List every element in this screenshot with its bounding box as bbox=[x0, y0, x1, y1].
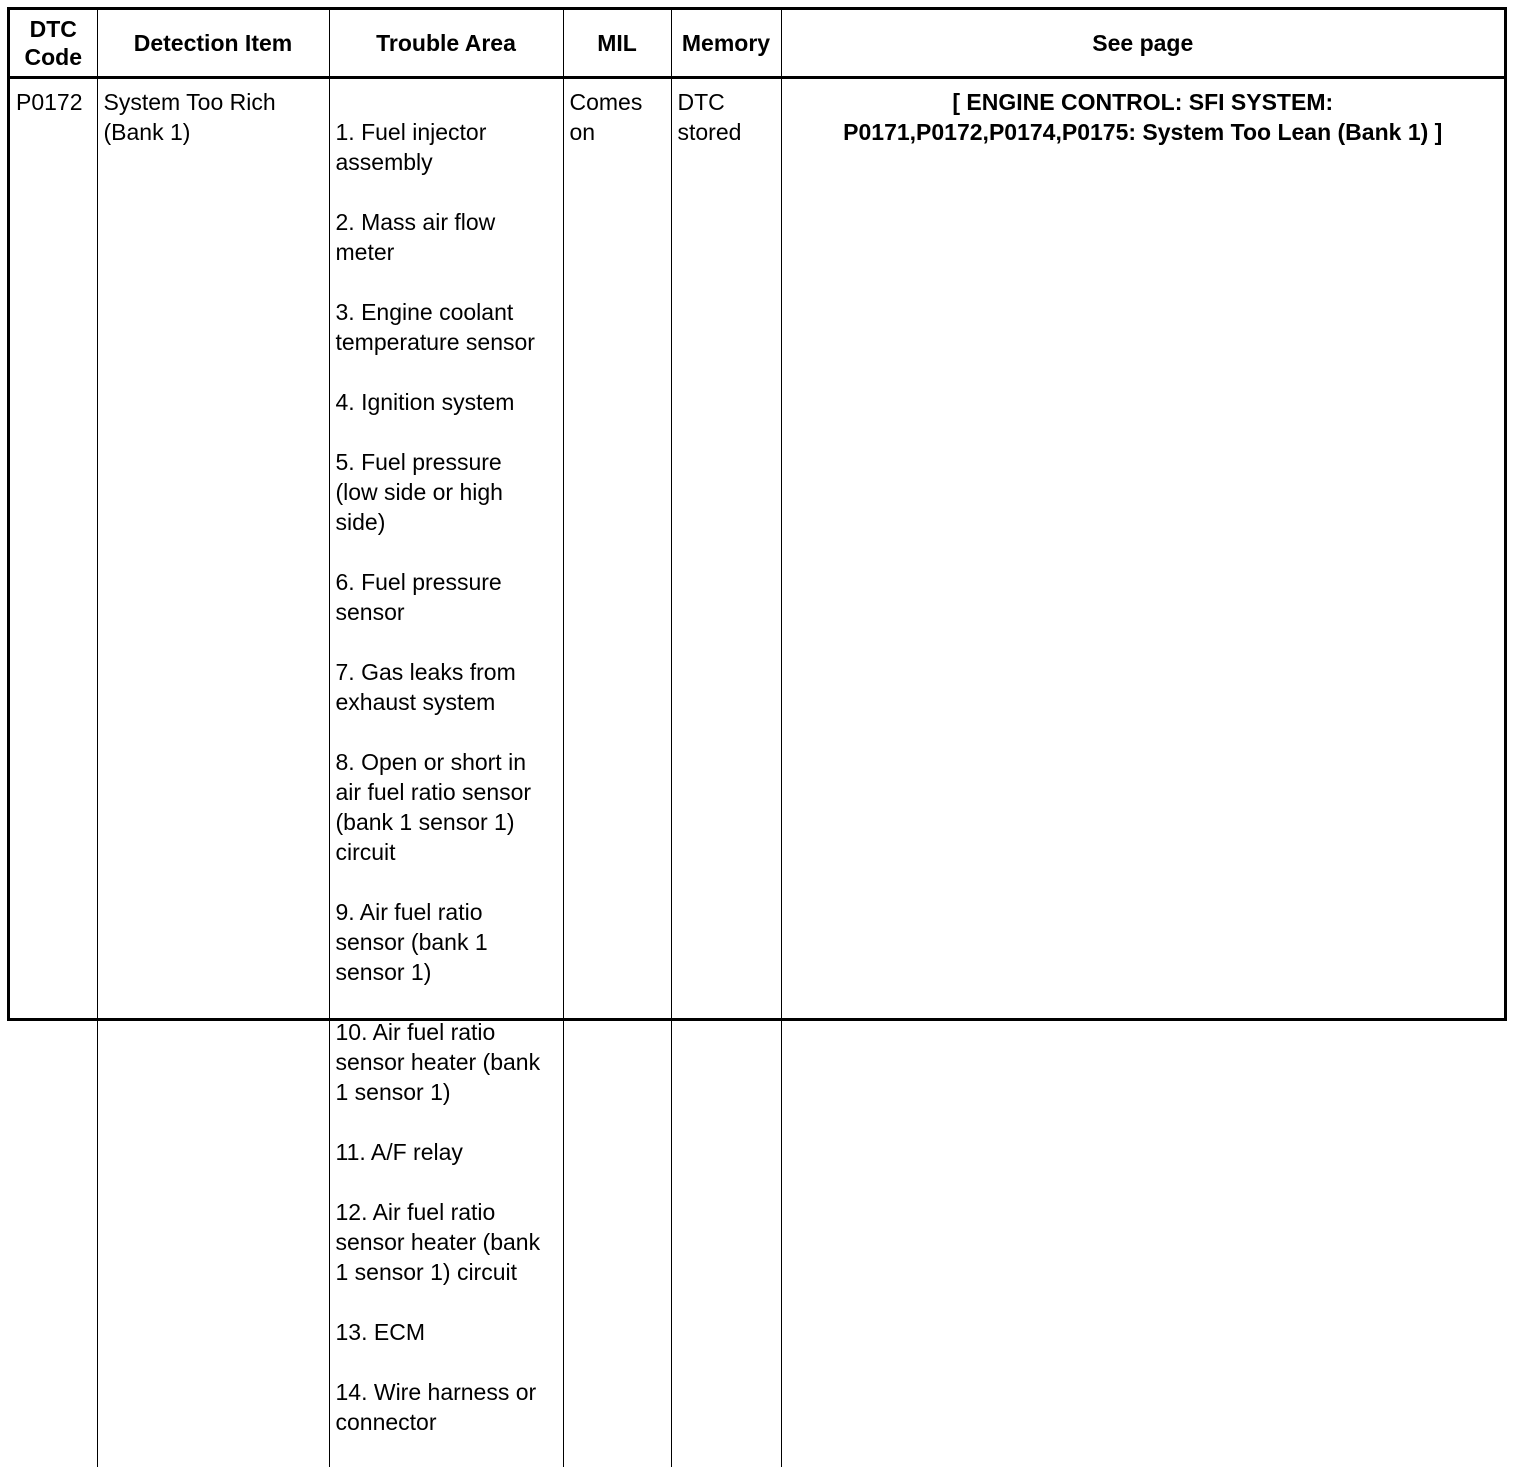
header-see-page: See page bbox=[781, 10, 1504, 78]
see-page-link[interactable]: [ ENGINE CONTROL: SFI SYSTEM: P0171,P0172,P0174,P0175: System Too Lean (Bank 1) ] bbox=[782, 87, 1505, 147]
header-trouble-area: Trouble Area bbox=[329, 10, 563, 78]
cell-memory: DTC stored bbox=[671, 78, 781, 1467]
trouble-area-item: 11. A/F relay bbox=[336, 1137, 557, 1167]
trouble-area-item: 7. Gas leaks from exhaust system bbox=[336, 657, 557, 717]
trouble-area-list bbox=[330, 87, 563, 1467]
table-row bbox=[10, 78, 1504, 1467]
trouble-area-item: 8. Open or short in air fuel ratio sensor (bank 1 sensor 1) circuit bbox=[336, 747, 557, 867]
cell-dtc-code: P0172 bbox=[10, 78, 97, 1467]
trouble-area-item: 5. Fuel pressure (low side or high side) bbox=[336, 447, 557, 537]
table-header-row bbox=[10, 10, 1504, 78]
trouble-area-item: 13. ECM bbox=[336, 1317, 557, 1347]
header-memory: Memory bbox=[671, 10, 781, 78]
dtc-table-frame bbox=[7, 7, 1507, 1021]
trouble-area-item: 10. Air fuel ratio sensor heater (bank 1 sensor 1) bbox=[336, 1017, 557, 1107]
trouble-area-item: 6. Fuel pressure sensor bbox=[336, 567, 557, 627]
trouble-area-item: 2. Mass air flow meter bbox=[336, 207, 557, 267]
cell-trouble-area bbox=[329, 78, 563, 1467]
trouble-area-item: 1. Fuel injector assembly bbox=[336, 117, 557, 177]
header-detection-item: Detection Item bbox=[97, 10, 329, 78]
header-dtc-code: DTC Code bbox=[10, 10, 97, 78]
trouble-area-item: 12. Air fuel ratio sensor heater (bank 1 sensor 1) circuit bbox=[336, 1197, 557, 1287]
header-mil: MIL bbox=[563, 10, 671, 78]
trouble-area-item: 9. Air fuel ratio sensor (bank 1 sensor 1) bbox=[336, 897, 557, 987]
cell-see-page bbox=[781, 78, 1504, 1467]
cell-mil: Comes on bbox=[563, 78, 671, 1467]
dtc-table bbox=[10, 10, 1504, 1467]
trouble-area-item: 14. Wire harness or connector bbox=[336, 1377, 557, 1437]
cell-detection-item: System Too Rich (Bank 1) bbox=[97, 78, 329, 1467]
trouble-area-item: 3. Engine coolant temperature sensor bbox=[336, 297, 557, 357]
trouble-area-item: 4. Ignition system bbox=[336, 387, 557, 417]
